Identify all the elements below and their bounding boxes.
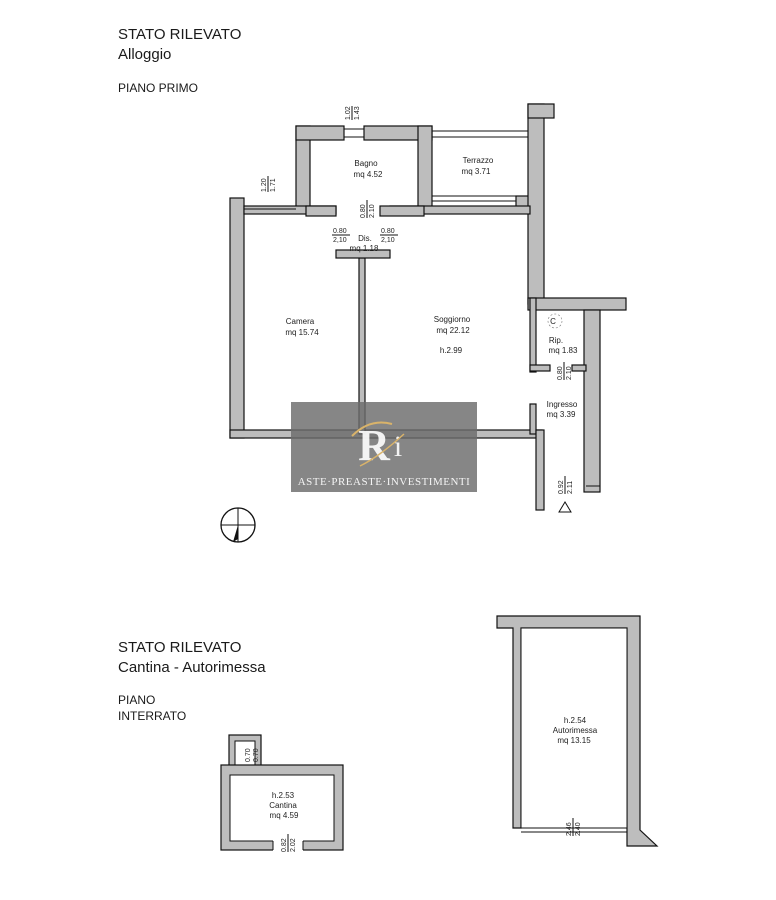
autorimessa-area: mq 13.15 [557,736,591,745]
wall-rip-south-left [530,365,550,371]
svg-text:R: R [358,421,390,470]
wall-rip-north [528,298,626,310]
dim-door-camera-h: 2,10 [333,237,347,244]
basement-subtitle: Cantina - Autorimessa [118,659,266,676]
bagno-area: mq 4.52 [353,170,383,179]
wall-bagno-south-left [306,206,336,216]
basement-level-line1: PIANO [118,693,156,707]
terrazzo-area: mq 3.71 [461,167,491,176]
dim-door-camera-w: 0.80 [333,228,347,235]
basement-title: STATO RILEVATO [118,639,242,656]
autorimessa-height: h.2.54 [563,716,587,725]
wall-ingresso-east [584,310,600,492]
wall-bagno-north-left [296,126,344,140]
dim-garage-door-w: 2.46 [566,822,573,836]
wall-stair-cap [528,104,554,118]
wall-rip-south-right [572,365,586,371]
dim-door-bagno-h: 2.10 [369,204,376,218]
cantina-area: mq 4.59 [269,811,299,820]
wall-bagno-south-right [380,206,424,216]
dim-garage-door-h: 2.40 [575,822,582,836]
soggiorno-name: Soggiorno [433,315,471,324]
dis-name: Dis. [358,234,372,243]
wall-rip-west [530,298,536,372]
dim-door-ingresso-w: 0.92 [558,480,565,494]
soggiorno-area: mq 22.12 [436,326,470,335]
soggiorno-height: h.2.99 [439,346,463,355]
rip-area: mq 1.83 [548,346,578,355]
watermark-logo [291,402,477,492]
first-floor-level: PIANO PRIMO [118,81,199,95]
dim-door-ingresso-h: 2.11 [567,480,574,494]
dim-door-rip-w: 0.80 [557,366,564,380]
first-floor-subtitle: Alloggio [118,46,172,63]
autorimessa-name: Autorimessa [552,726,598,735]
dim-window-bagno-h: 1.43 [354,106,361,120]
dim-cantina-door-w: 0.82 [281,838,288,852]
dim-door-bagno-w: 0.80 [360,204,367,218]
dim-door-soggiorno-h: 2,10 [381,237,395,244]
dim-cantina-door-h: 2.02 [290,838,297,852]
dim-cantina-window-w: 0.70 [245,748,252,762]
terrazzo-name: Terrazzo [462,156,494,165]
camera-area: mq 15.74 [285,328,319,337]
watermark-brand-text: ASTE·PREASTE·INVESTIMENTI [297,476,471,488]
compass-north-icon [221,508,255,542]
dis-area: mq 1.18 [349,244,379,253]
wall-west [230,198,244,438]
wall-bagno-east [418,126,432,212]
dim-cantina-window-h: 0.70 [253,748,260,762]
dim-window-camera-h: 1.71 [270,178,277,192]
svg-text:i: i [393,430,403,463]
ingresso-area: mq 3.39 [546,410,576,419]
wall-ingresso-west-lower [536,430,544,510]
entrance-triangle-icon [559,502,571,512]
dim-door-soggiorno-w: 0.80 [381,228,395,235]
basement-level-line2: INTERRATO [118,709,187,723]
wall-stair-west [528,104,544,304]
rip-tag: C [550,317,556,326]
rip-name: Rip. [548,336,564,345]
cantina-name: Cantina [269,801,297,810]
dim-window-camera-w: 1.20 [261,178,268,192]
dim-door-rip-h: 2.10 [566,366,573,380]
ingresso-name: Ingresso [546,400,578,409]
bagno-name: Bagno [354,159,378,168]
cantina-height: h.2.53 [271,791,295,800]
camera-name: Camera [285,317,315,326]
dim-window-bagno-w: 1.02 [345,106,352,120]
first-floor-title: STATO RILEVATO [118,26,242,43]
wall-ingresso-west-upper [530,404,536,434]
